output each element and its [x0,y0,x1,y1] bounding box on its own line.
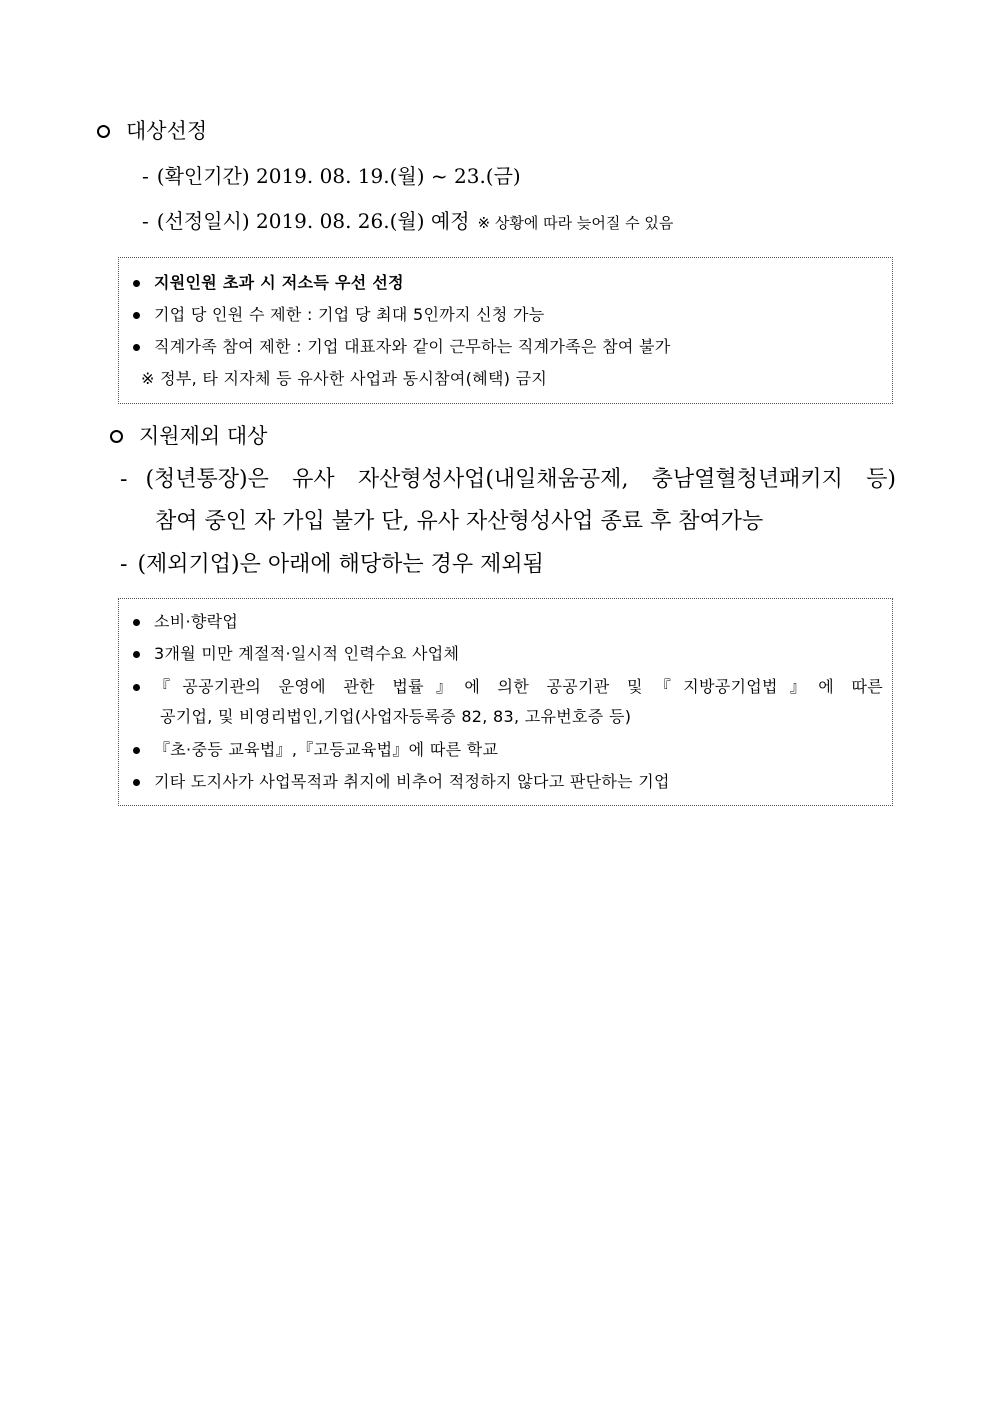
dash-marker: - [120,467,128,492]
list-item-continuation: 공기업, 및 비영리법인,기업(사업자등록증 82, 83, 고유번호증 등) [160,707,632,726]
hollow-circle-icon [97,125,110,138]
excluded-company-line [120,550,544,580]
list-item: 3개월 미만 계절적·일시적 인력수요 사업체 [133,643,459,665]
list-item: 기업 당 인원 수 제한 : 기업 당 최대 5인까지 신청 가능 [133,304,545,326]
excluded-company-text: (제외기업)은 아래에 해당하는 경우 제외됨 [137,552,544,577]
youth-account-continuation: 참여 중인 자 가입 불가 단, 유사 자산형성사업 종료 후 참여가능 [155,509,764,534]
bullet-icon [133,747,140,754]
list-item: 지원인원 초과 시 저소득 우선 선정 [133,272,404,294]
dash-marker: - [142,164,149,188]
bullet-icon [133,312,140,319]
exclusion-criteria-box [118,598,893,806]
list-item: 소비·향락업 [133,611,238,633]
section-heading-label: 지원제외 대상 [139,424,268,448]
confirm-period-text: (확인기간) 2019. 08. 19.(월) ~ 23.(금) [156,164,521,188]
selection-date-text: (선정일시) 2019. 08. 26.(월) 예정 [156,209,470,233]
youth-account-line [120,465,896,495]
box-note: ※ 정부, 타 지자체 등 유사한 사업과 동시참여(혜택) 금지 [141,369,548,388]
bullet-icon [133,684,140,691]
selection-date-line [142,207,673,237]
list-item: 『초·중등 교육법』,『고등교육법』에 따른 학교 [133,739,498,761]
delay-note: ※ 상황에 따라 늦어질 수 있음 [477,214,674,232]
section-heading-label: 대상선정 [126,119,208,143]
section-heading-exclusion [110,422,267,450]
dash-marker: - [120,552,128,577]
confirm-period-line [142,162,521,190]
dash-marker: - [142,209,149,233]
bullet-icon [133,779,140,786]
selection-criteria-box [118,257,893,404]
bullet-icon [133,344,140,351]
youth-account-text: (청년통장)은 유사 자산형성사업(내일채움공제, 충남열혈청년패키지 등) [145,467,896,492]
section-heading-selection [97,117,207,145]
bullet-icon [133,651,140,658]
hollow-circle-icon [110,430,123,443]
list-item: 직계가족 참여 제한 : 기업 대표자와 같이 근무하는 직계가족은 참여 불가 [133,336,670,358]
list-item: 『공공기관의 운영에 관한 법률』에 의한 공공기관 및『지방공기업법』에 따른 [133,676,883,698]
bullet-icon [133,619,140,626]
list-item: 기타 도지사가 사업목적과 취지에 비추어 적정하지 않다고 판단하는 기업 [133,771,670,793]
bullet-icon [133,280,140,287]
